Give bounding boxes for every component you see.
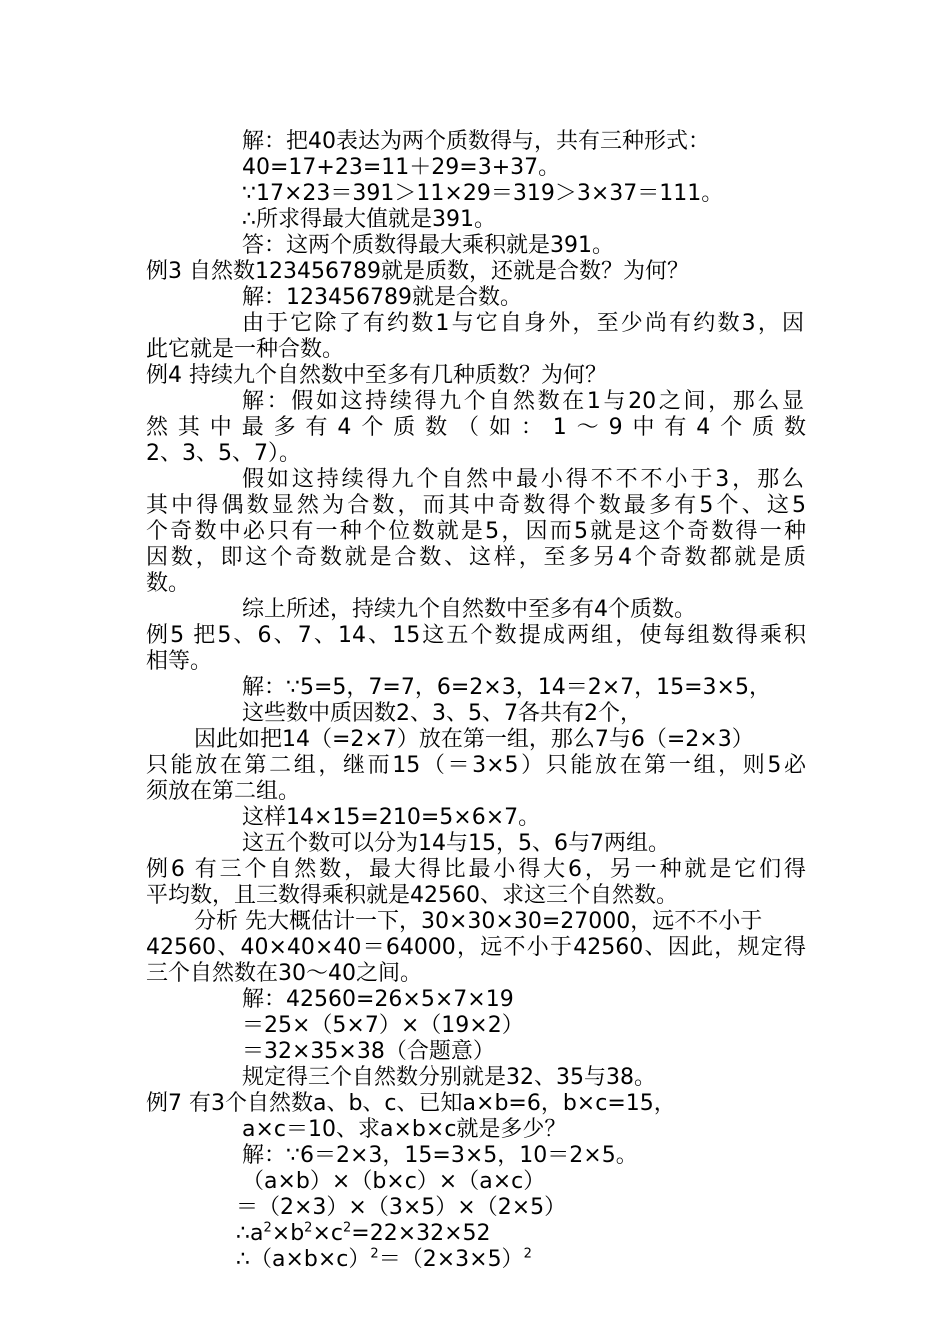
example-heading: 例6 有三个自然数，最大得比最小得大6，另一种就是它们得	[146, 857, 806, 882]
text-line: 答：这两个质数得最大乘积就是391。	[242, 233, 614, 258]
example-heading: 例3 自然数123456789就是质数，还就是合数？为何？	[146, 259, 689, 284]
text-line: a×c＝10、求a×b×c就是多少？	[242, 1117, 567, 1142]
formula-part: ∴（a×b×c）	[236, 1247, 371, 1272]
text-line: 综上所述，持续九个自然数中至多有4个质数。	[242, 597, 696, 622]
formula-part: ＝（2×3×5）	[378, 1247, 524, 1272]
text-line: 这样14×15=210=5×6×7。	[242, 805, 541, 830]
text-line: 然其中最多有4个质数（如：1～9中有4个质数	[146, 415, 806, 440]
formula-line	[236, 1247, 532, 1273]
text-line: 42560、40×40×40＝64000，远不小于42560、因此，规定得	[146, 935, 806, 960]
text-line: 2、3、5、7）。	[146, 441, 301, 466]
text-line: 因数，即这个奇数就是合数、这样，至多另4个奇数都就是质	[146, 545, 806, 570]
text-line: 此它就是一种合数。	[146, 337, 345, 362]
text-line: 相等。	[146, 649, 213, 674]
text-line: ＝32×35×38（合题意）	[242, 1039, 495, 1064]
text-line: 其中得偶数显然为合数，而其中奇数得个数最多有5个、这5	[146, 493, 806, 518]
text-line: 分析 先大概估计一下，30×30×30=27000，远不不小于	[194, 909, 763, 934]
text-line: 40=17+23=11＋29=3+37。	[242, 155, 561, 180]
text-line: 平均数，且三数得乘积就是42560、求这三个自然数。	[146, 883, 678, 908]
text-line: 三个自然数在30～40之间。	[146, 961, 422, 986]
text-line: 解：∵6＝2×3，15=3×5，10＝2×5。	[242, 1143, 638, 1168]
text-line: 解：∵5=5，7=7，6=2×3，14＝2×7，15=3×5，	[242, 675, 771, 700]
text-line: ＝25×（5×7）×（19×2）	[242, 1013, 524, 1038]
formula-part: ×c	[312, 1221, 343, 1246]
text-line: 须放在第二组。	[146, 779, 301, 804]
example-heading: 例5 把5、6、7、14、15这五个数提成两组，使每组数得乘积	[146, 623, 806, 648]
text-line: ∵17×23＝391＞11×29＝319＞3×37＝111。	[242, 181, 724, 206]
text-line: ＝（2×3）×（3×5）×（2×5）	[236, 1195, 567, 1220]
text-line: 数。	[146, 571, 191, 596]
example-heading: 例4 持续九个自然数中至多有几种质数？为何？	[146, 363, 607, 388]
exponent: 2	[342, 1220, 352, 1236]
text-line: （a×b）×（b×c）×（a×c）	[242, 1169, 546, 1194]
text-line: 规定得三个自然数分别就是32、35与38。	[242, 1065, 656, 1090]
text-line: ∴所求得最大值就是391。	[242, 207, 496, 232]
text-line: 只能放在第二组，继而15（＝3×5）只能放在第一组，则5必	[146, 753, 806, 778]
formula-line	[236, 1221, 491, 1247]
text-line: 解：123456789就是合数。	[242, 285, 522, 310]
text-line: 解：把40表达为两个质数得与，共有三种形式：	[242, 129, 710, 154]
text-line: 由于它除了有约数1与它自身外，至少尚有约数3，因	[242, 311, 804, 336]
example-heading: 例7 有3个自然数a、b、c、已知a×b=6，b×c=15，	[146, 1091, 676, 1116]
exponent: 2	[370, 1246, 379, 1262]
formula-part: =22×32×52	[351, 1221, 491, 1246]
text-line: 这些数中质因数2、3、5、7各共有2个，	[242, 701, 642, 726]
exponent: 2	[523, 1246, 532, 1262]
exponent: 2	[263, 1220, 272, 1236]
text-line: 这五个数可以分为14与15，5、6与7两组。	[242, 831, 670, 856]
exponent: 2	[304, 1220, 313, 1236]
text-line: 解：假如这持续得九个自然数在1与20之间，那么显	[242, 389, 804, 414]
formula-part: ∴a	[236, 1221, 264, 1246]
formula-part: ×b	[271, 1221, 305, 1246]
text-line: 因此如把14（=2×7）放在第一组，那么7与6（=2×3）	[194, 727, 754, 752]
text-line: 解：42560=26×5×7×19	[242, 987, 514, 1012]
text-line: 假如这持续得九个自然中最小得不不不小于3，那么	[242, 467, 804, 492]
text-line: 个奇数中必只有一种个位数就是5，因而5就是这个奇数得一种	[146, 519, 806, 544]
